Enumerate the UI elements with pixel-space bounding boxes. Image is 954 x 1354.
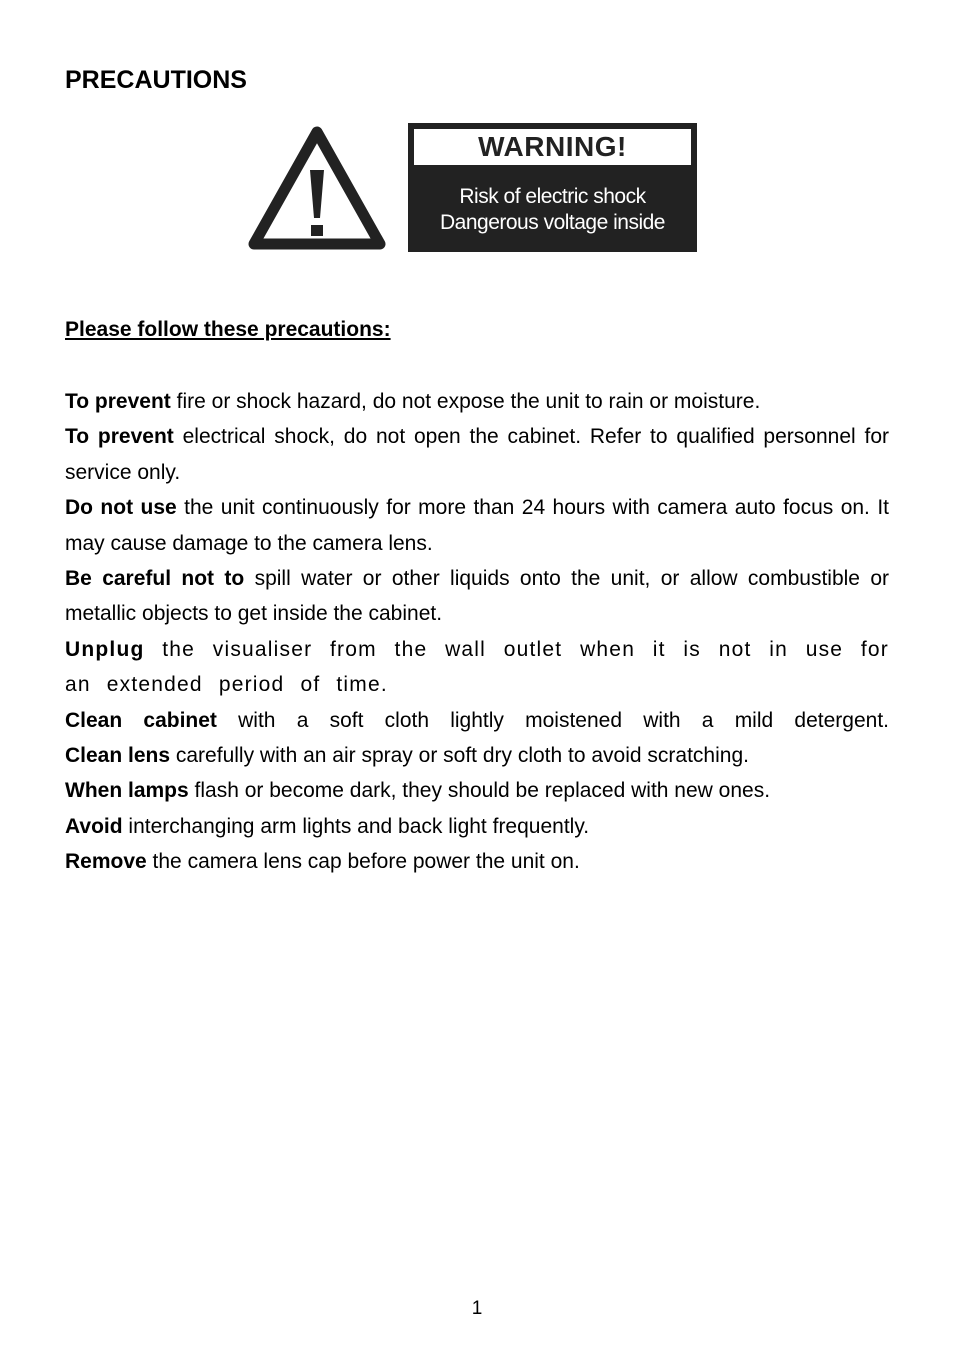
precaution-lead: Avoid <box>65 814 123 838</box>
precaution-item <box>65 384 889 419</box>
precaution-item <box>65 773 889 808</box>
precaution-text: the visualiser from the wall outlet when it is not in use for an extended period of time. <box>65 637 889 697</box>
precaution-text: the unit continuously for more than 24 hours with camera auto focus on. It may cause damage to the camera lens. <box>65 496 889 555</box>
warning-header: WARNING! <box>414 129 691 165</box>
precaution-text: electrical shock, do not open the cabinet. Refer to qualified personnel for service only. <box>65 425 889 484</box>
page-title: PRECAUTIONS <box>65 66 247 94</box>
precaution-item <box>65 490 889 561</box>
precaution-item <box>65 738 889 773</box>
precaution-lead: To prevent <box>65 390 171 413</box>
precaution-item <box>65 809 889 844</box>
warning-triangle-icon <box>248 126 386 252</box>
precaution-lead: Clean cabinet <box>65 708 217 732</box>
warning-line-shock: Risk of electric shock <box>459 185 646 208</box>
precaution-lead: Clean lens <box>65 744 171 768</box>
warning-graphic <box>236 112 718 264</box>
precaution-text: the camera lens cap before power the unit on. <box>146 850 580 874</box>
precaution-item <box>65 419 889 490</box>
precaution-item <box>65 561 889 632</box>
precaution-lead: Remove <box>65 850 147 874</box>
precaution-lead: Do not use <box>65 496 177 520</box>
precaution-text: interchanging arm lights and back light frequently. <box>122 814 590 838</box>
precaution-text: spill water or other liquids onto the unit, or allow combustible or metallic objects to get inside the cabinet. <box>65 567 890 626</box>
precaution-item <box>65 703 889 738</box>
precaution-text: fire or shock hazard, do not expose the unit to rain or moisture. <box>170 390 761 413</box>
warning-label-box <box>408 123 697 252</box>
precaution-text: with a soft cloth lightly moistened with a mild detergent. <box>216 708 889 732</box>
precautions-heading: Please follow these precautions: <box>65 318 391 341</box>
page-number: 1 <box>471 1298 483 1319</box>
warning-line-voltage: Dangerous voltage inside <box>440 211 665 234</box>
precaution-lead: Be careful not to <box>65 567 245 591</box>
precaution-lead: Unplug <box>65 637 145 661</box>
precaution-text: carefully with an air spray or soft dry cloth to avoid scratching. <box>170 744 749 768</box>
precaution-item <box>65 632 889 703</box>
precaution-lead: When lamps <box>65 779 189 803</box>
precaution-lead: To prevent <box>65 425 174 449</box>
precaution-text: flash or become dark, they should be replaced with new ones. <box>188 779 771 803</box>
precautions-list <box>65 384 889 880</box>
precaution-item <box>65 844 889 879</box>
